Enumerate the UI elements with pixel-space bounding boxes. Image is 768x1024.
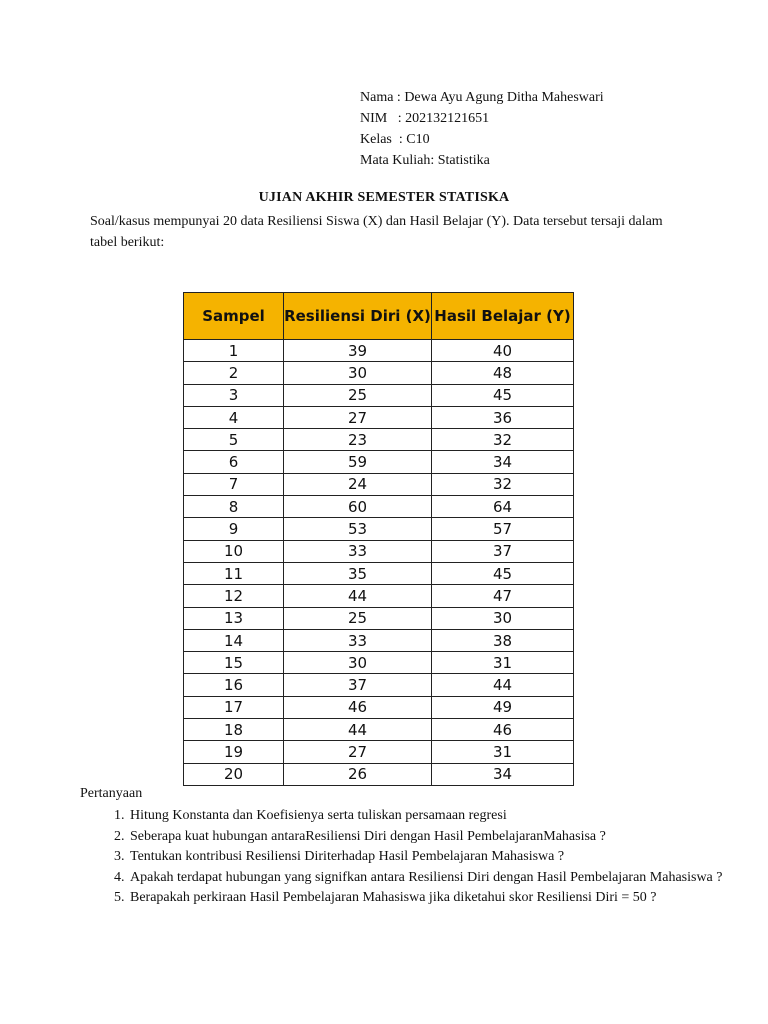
cell-sampel: 2 (184, 362, 284, 384)
header-sampel: Sampel (184, 293, 284, 340)
question-item: 2. Seberapa kuat hubungan antaraResiliensi Diri dengan Hasil PembelajaranMahasisa ? (128, 827, 733, 848)
table-row (184, 562, 574, 584)
cell-hasil-belajar: 37 (432, 540, 574, 562)
cell-resiliensi: 30 (284, 362, 432, 384)
cell-sampel: 6 (184, 451, 284, 473)
cell-hasil-belajar: 31 (432, 652, 574, 674)
table-header-row (184, 293, 574, 340)
cell-resiliensi: 24 (284, 473, 432, 495)
cell-hasil-belajar: 36 (432, 406, 574, 428)
cell-sampel: 11 (184, 562, 284, 584)
cell-resiliensi: 46 (284, 696, 432, 718)
table-row (184, 741, 574, 763)
cell-resiliensi: 26 (284, 763, 432, 785)
cell-resiliensi: 27 (284, 741, 432, 763)
cell-hasil-belajar: 57 (432, 518, 574, 540)
cell-sampel: 9 (184, 518, 284, 540)
cell-hasil-belajar: 46 (432, 719, 574, 741)
cell-resiliensi: 60 (284, 496, 432, 518)
question-item: 3. Tentukan kontribusi Resiliensi Diriterhadap Hasil Pembelajaran Mahasiswa ? (128, 847, 733, 868)
cell-hasil-belajar: 34 (432, 763, 574, 785)
cell-sampel: 4 (184, 406, 284, 428)
data-table (183, 292, 574, 786)
cell-hasil-belajar: 47 (432, 585, 574, 607)
case-intro: Soal/kasus mempunyai 20 data Resiliensi Siswa (X) dan Hasil Belajar (Y). Data tersebut tersaji dalam tabel berikut: (90, 214, 663, 250)
table-row (184, 429, 574, 451)
cell-sampel: 17 (184, 696, 284, 718)
cell-hasil-belajar: 31 (432, 741, 574, 763)
cell-resiliensi: 37 (284, 674, 432, 696)
cell-sampel: 13 (184, 607, 284, 629)
cell-sampel: 16 (184, 674, 284, 696)
cell-hasil-belajar: 34 (432, 451, 574, 473)
cell-sampel: 19 (184, 741, 284, 763)
table-row (184, 451, 574, 473)
cell-sampel: 14 (184, 629, 284, 651)
student-name: Nama : Dewa Ayu Agung Ditha Maheswari (360, 90, 604, 105)
question-item: 4. Apakah terdapat hubungan yang signifkan antara Resiliensi Diri dengan Hasil Pembelajaran Mahasiswa ? (128, 868, 733, 889)
question-item: 5. Berapakah perkiraan Hasil Pembelajaran Mahasiswa jika diketahui skor Resiliensi Diri = 50 ? (128, 888, 733, 909)
cell-resiliensi: 33 (284, 540, 432, 562)
table-row (184, 585, 574, 607)
cell-sampel: 12 (184, 585, 284, 607)
cell-hasil-belajar: 40 (432, 340, 574, 362)
questions-list (90, 806, 733, 909)
cell-resiliensi: 27 (284, 406, 432, 428)
table-row (184, 696, 574, 718)
cell-hasil-belajar: 30 (432, 607, 574, 629)
cell-resiliensi: 35 (284, 562, 432, 584)
table-row (184, 518, 574, 540)
cell-sampel: 18 (184, 719, 284, 741)
course-name: Mata Kuliah: Statistika (360, 153, 490, 168)
cell-sampel: 8 (184, 496, 284, 518)
cell-resiliensi: 44 (284, 585, 432, 607)
cell-resiliensi: 39 (284, 340, 432, 362)
cell-sampel: 5 (184, 429, 284, 451)
cell-hasil-belajar: 45 (432, 384, 574, 406)
question-item: 1. Hitung Konstanta dan Koefisienya serta tuliskan persamaan regresi (128, 806, 733, 827)
cell-sampel: 7 (184, 473, 284, 495)
cell-hasil-belajar: 45 (432, 562, 574, 584)
cell-sampel: 10 (184, 540, 284, 562)
cell-hasil-belajar: 32 (432, 429, 574, 451)
student-nim: NIM : 202132121651 (360, 111, 490, 126)
table-row (184, 406, 574, 428)
table-row (184, 540, 574, 562)
student-identity (360, 87, 604, 171)
cell-hasil-belajar: 48 (432, 362, 574, 384)
table-row (184, 719, 574, 741)
table-row (184, 763, 574, 785)
student-class: Kelas : C10 (360, 132, 430, 147)
cell-resiliensi: 23 (284, 429, 432, 451)
header-hasil-belajar: Hasil Belajar (Y) (432, 293, 574, 340)
table-row (184, 629, 574, 651)
table-row (184, 496, 574, 518)
cell-resiliensi: 25 (284, 607, 432, 629)
cell-hasil-belajar: 49 (432, 696, 574, 718)
table-row (184, 384, 574, 406)
table-row (184, 340, 574, 362)
header-resiliensi: Resiliensi Diri (X) (284, 293, 432, 340)
table-row (184, 362, 574, 384)
cell-resiliensi: 44 (284, 719, 432, 741)
cell-resiliensi: 33 (284, 629, 432, 651)
cell-resiliensi: 30 (284, 652, 432, 674)
cell-resiliensi: 25 (284, 384, 432, 406)
cell-sampel: 20 (184, 763, 284, 785)
cell-sampel: 15 (184, 652, 284, 674)
exam-title: UJIAN AKHIR SEMESTER STATISKA (258, 190, 510, 205)
cell-sampel: 1 (184, 340, 284, 362)
cell-resiliensi: 59 (284, 451, 432, 473)
table-row (184, 652, 574, 674)
cell-hasil-belajar: 64 (432, 496, 574, 518)
table-row (184, 473, 574, 495)
table-body (184, 340, 574, 786)
cell-resiliensi: 53 (284, 518, 432, 540)
cell-hasil-belajar: 32 (432, 473, 574, 495)
questions-label: Pertanyaan (80, 786, 143, 801)
cell-hasil-belajar: 44 (432, 674, 574, 696)
table-row (184, 607, 574, 629)
cell-hasil-belajar: 38 (432, 629, 574, 651)
cell-sampel: 3 (184, 384, 284, 406)
table-row (184, 674, 574, 696)
